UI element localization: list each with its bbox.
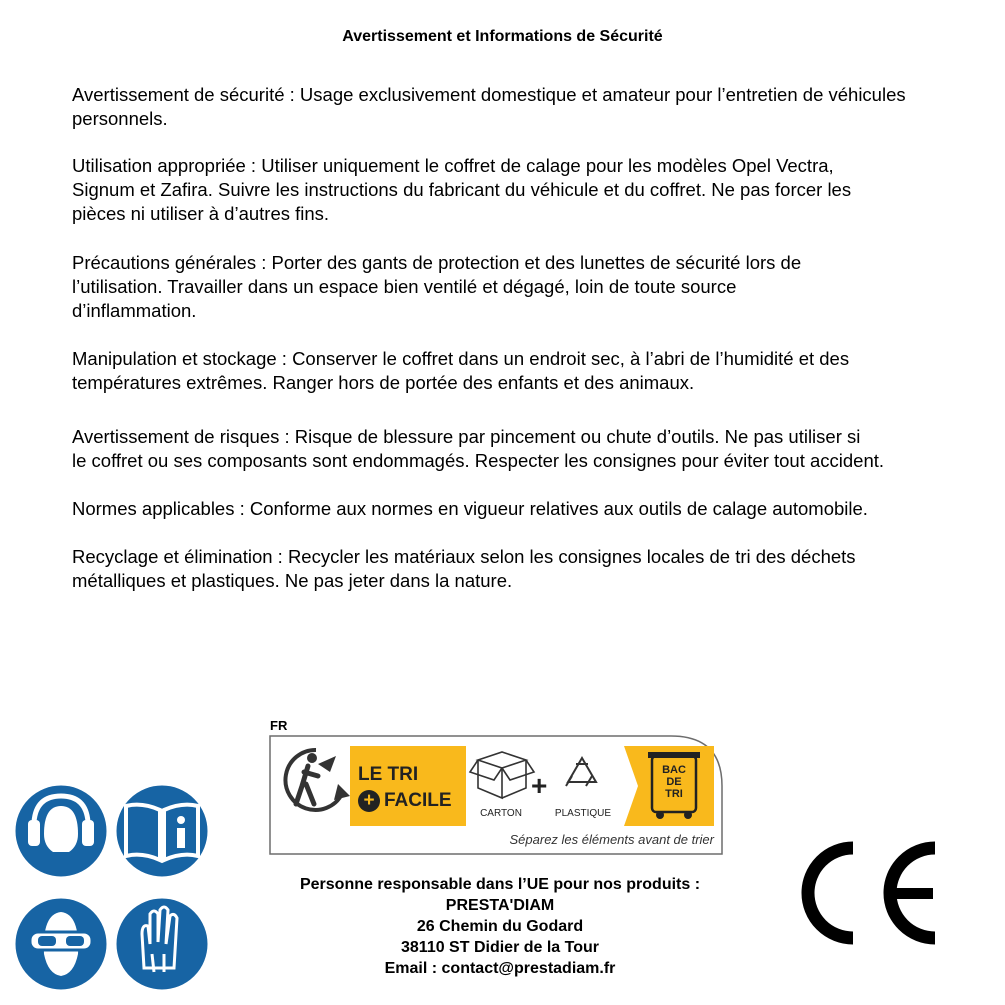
section-appropriate-use: Utilisation appropriée : Utiliser uniquement le coffret de calage pour les modèles Opel Vectra, Signum et Zafira. Suivre les instructions du fabricant du véhicule et du coffret. Ne pas forcer les pièces ni utiliser à d’autres fins. <box>72 155 852 224</box>
le-tri-label: LE TRI <box>358 764 419 785</box>
ear-protection-icon <box>15 785 107 877</box>
plus-sign: + <box>531 770 548 801</box>
read-manual-icon <box>116 785 208 877</box>
ce-mark <box>795 838 940 948</box>
mandatory-pictograms <box>14 784 214 994</box>
triman-footer: Séparez les éléments avant de trier <box>509 832 714 847</box>
bin-label-1: BAC <box>662 764 686 776</box>
section-standards: Normes applicables : Conforme aux normes en vigueur relatives aux outils de calage automobile. <box>72 498 868 519</box>
bin-label-3: TRI <box>665 788 683 800</box>
country-code: FR <box>270 718 288 733</box>
section-risk-warning: Avertissement de risques : Risque de blessure par pincement ou chute d’outils. Ne pas utiliser si le coffret ou ses composants sont endommagés. Respecter les consignes pour éviter tout accident. <box>72 426 885 471</box>
triman-recycling-logo <box>266 716 726 861</box>
section-general-precautions: Précautions générales : Porter des gants de protection et des lunettes de sécurité lors de l’utilisation. Travailler dans un espace bien ventilé et dégagé, loin de toute source d’inflammation. <box>72 252 802 321</box>
section-recycling: Recyclage et élimination : Recycler les matériaux selon les consignes locales de tri des déchets métalliques et plastiques. Ne pas jeter dans la nature. <box>72 546 856 591</box>
facile-label: FACILE <box>384 790 452 811</box>
section-safety-warning: Avertissement de sécurité : Usage exclusivement domestique et amateur pour l’entretien de véhicules personnels. <box>72 84 906 129</box>
carton-label: CARTON <box>480 808 522 819</box>
plastique-label: PLASTIQUE <box>554 808 612 819</box>
responsible-person-label: Personne responsable dans l’UE pour nos produits : <box>299 876 701 893</box>
address-street: 26 Chemin du Godard <box>416 918 584 935</box>
plus-badge: + <box>358 790 380 812</box>
eye-protection-icon <box>15 898 107 990</box>
contact-email: Email : contact@prestadiam.fr <box>384 960 616 977</box>
company-name: PRESTA'DIAM <box>445 897 555 914</box>
responsible-person-block <box>240 874 760 979</box>
document-title: Avertissement et Informations de Sécurité <box>342 28 663 45</box>
bin-label-2: DE <box>666 776 682 788</box>
gloves-icon <box>116 898 208 990</box>
address-city: 38110 ST Didier de la Tour <box>401 939 599 956</box>
section-handling-storage: Manipulation et stockage : Conserver le coffret dans un endroit sec, à l’abri de l’humidité et des températures extrêmes. Ranger hors de portée des enfants et des animaux. <box>72 348 850 393</box>
